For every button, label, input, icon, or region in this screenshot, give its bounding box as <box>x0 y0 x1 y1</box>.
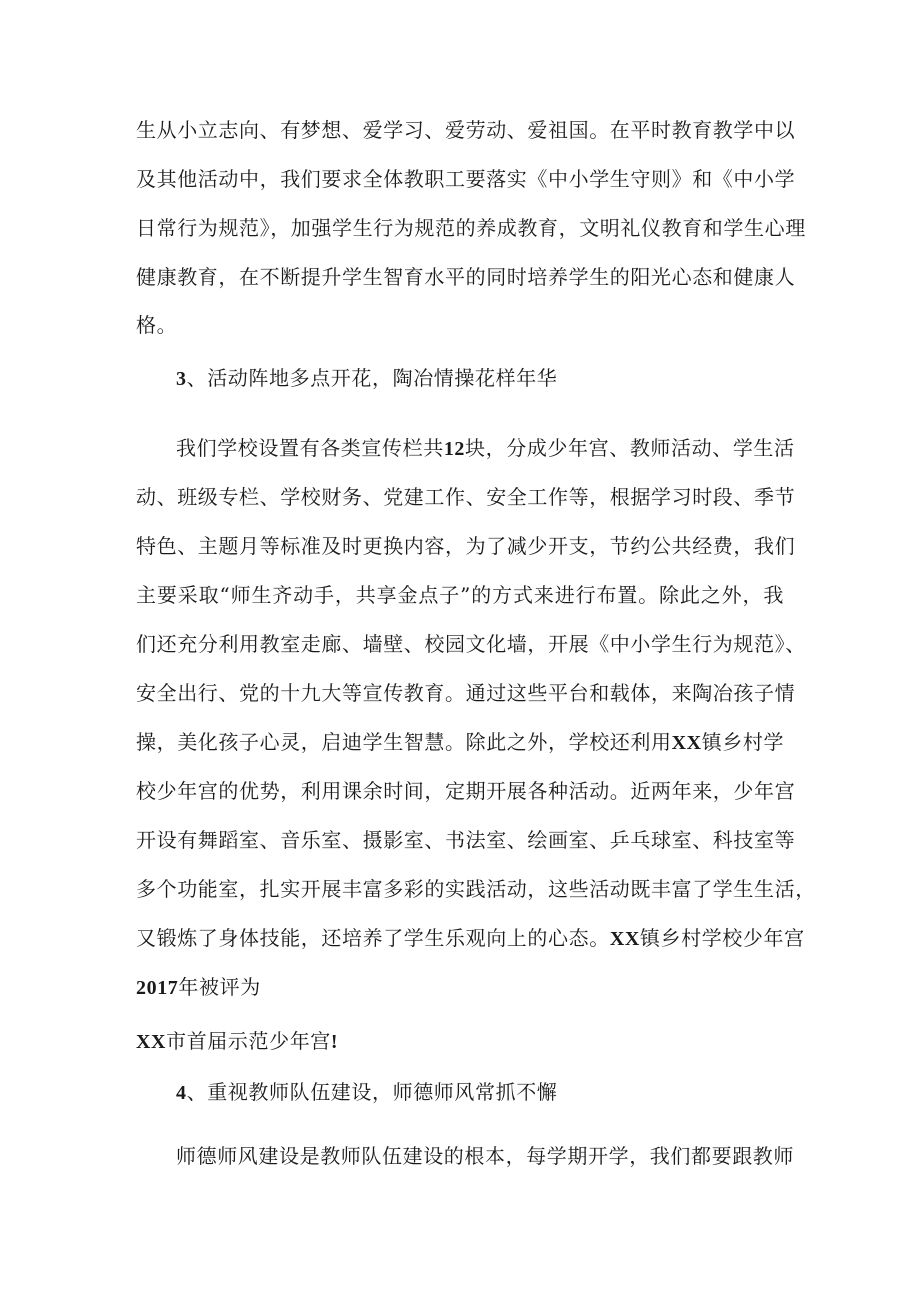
text-segment: 镇乡村学校少年宫 <box>639 926 805 950</box>
section-heading-3 <box>176 364 557 393</box>
number-segment: 12 <box>443 438 466 460</box>
text-segment: 市首届示范少年宫 <box>166 1029 331 1053</box>
paragraph-2-line-2: 动、班级专栏、学校财务、党建工作、安全工作等，根据学习时段、季节 <box>136 485 796 509</box>
number-segment: XX <box>671 732 702 754</box>
paragraph-2-line-6: 安全出行、党的十九大等宣传教育。通过这些平台和载体，来陶冶孩子情 <box>136 681 796 705</box>
text-segment: 块，分成少年宫、教师活动、学生活 <box>465 436 795 460</box>
text-segment: 操，美化孩子心灵，启迪学生智慧。除此之外，学校还利用 <box>136 730 672 754</box>
paragraph-1-line-2: 及其他活动中，我们要求全体教职工要落实《中小学生守则》和《中小学 <box>136 167 796 191</box>
section-title: 、活动阵地多点开花，陶冶情操花样年华 <box>186 366 558 390</box>
paragraph-2-line-10: 多个功能室，扎实开展丰富多彩的实践活动，这些活动既丰富了学生生活， <box>136 877 816 901</box>
paragraph-2-line-12 <box>136 973 261 1002</box>
section-number: 3 <box>176 368 187 390</box>
text-segment: ! <box>330 1031 339 1053</box>
text-segment: 又锻炼了身体技能，还培养了学生乐观向上的心态。 <box>136 926 610 950</box>
paragraph-3-line-1: 师德师风建设是教师队伍建设的根本，每学期开学，我们都要跟教师 <box>176 1144 794 1168</box>
number-segment: 2017 <box>136 977 179 999</box>
text-segment: 年被评为 <box>178 975 261 999</box>
paragraph-2-line-3: 特色、主题月等标准及时更换内容，为了减少开支，节约公共经费，我们 <box>136 534 796 558</box>
paragraph-2-line-5: 们还充分利用教室走廊、墙壁、校园文化墙，开展《中小学生行为规范》、 <box>136 632 806 656</box>
section-title: 、重视教师队伍建设，师德师风常抓不懈 <box>186 1080 558 1104</box>
number-segment: XX <box>609 928 640 950</box>
section-heading-4 <box>176 1078 557 1107</box>
paragraph-2-line-9: 开设有舞蹈室、音乐室、摄影室、书法室、绘画室、乒乓球室、科技室等 <box>136 828 796 852</box>
number-segment: XX <box>136 1031 167 1053</box>
paragraph-2-line-13 <box>136 1027 338 1056</box>
paragraph-2-line-11 <box>136 924 805 953</box>
paragraph-2-line-4: 主要采取“师生齐动手，共享金点子”的方式来进行布置。除此之外，我 <box>136 583 784 607</box>
text-segment: 我们学校设置有各类宣传栏共 <box>176 436 444 460</box>
paragraph-1-line-5: 格。 <box>136 313 178 337</box>
paragraph-1-line-1: 生从小立志向、有梦想、爱学习、爱劳动、爱祖国。在平时教育教学中以 <box>136 118 796 142</box>
paragraph-1-line-3: 日常行为规范》，加强学生行为规范的养成教育，文明礼仪教育和学生心理 <box>136 216 806 240</box>
paragraph-1-line-4: 健康教育，在不断提升学生智育水平的同时培养学生的阳光心态和健康人 <box>136 265 796 289</box>
text-segment: 镇乡村学 <box>701 730 785 754</box>
paragraph-2-line-8: 校少年宫的优势，利用课余时间，定期开展各种活动。近两年来，少年宫 <box>136 779 796 803</box>
paragraph-2-line-1 <box>176 434 795 463</box>
section-number: 4 <box>176 1082 187 1104</box>
paragraph-2-line-7 <box>136 728 784 757</box>
